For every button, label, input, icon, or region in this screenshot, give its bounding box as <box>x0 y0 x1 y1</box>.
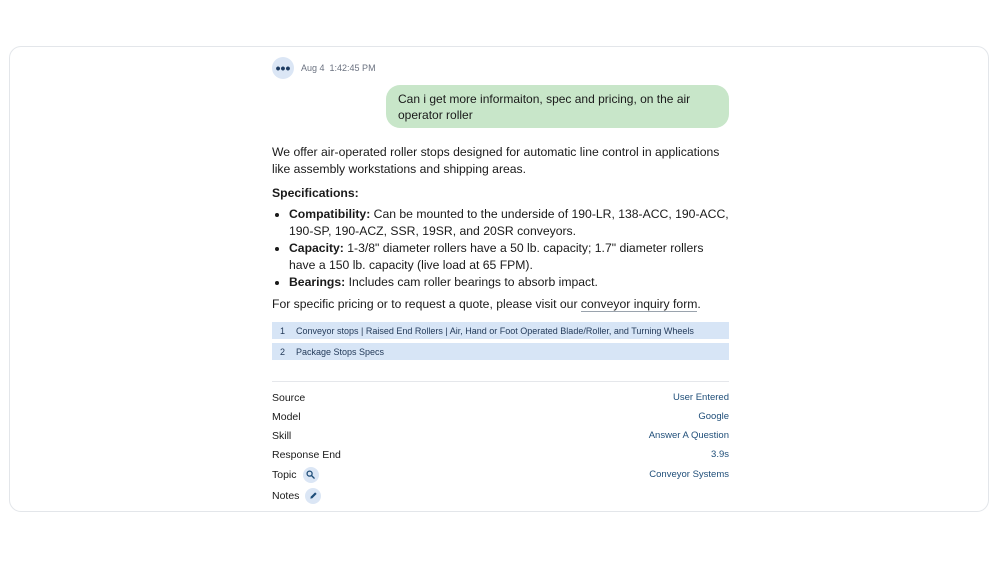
detail-value-model: Google <box>698 411 729 422</box>
closing-period: . <box>697 297 701 311</box>
detail-row-model <box>272 407 729 426</box>
conveyor-inquiry-form-link[interactable]: conveyor inquiry form <box>580 297 698 311</box>
search-icon <box>306 470 315 479</box>
spec-text: Can be mounted to the underside of 190-LR, 138-ACC, 190-ACC, 190-SP, 190-ACZ, SSR, 19SR, and 20SR conveyors. <box>289 207 729 238</box>
source-title: Conveyor stops | Raised End Rollers | Air, Hand or Foot Operated Blade/Roller, and Turning Wheels <box>296 325 694 336</box>
detail-row-response-end <box>272 445 729 464</box>
detail-label: Skill <box>272 429 292 442</box>
user-message-bubble: Can i get more informaiton, spec and pricing, on the air operator roller <box>386 85 729 128</box>
topic-search-button[interactable] <box>303 467 319 483</box>
pencil-icon <box>309 491 318 500</box>
spec-item <box>289 240 730 274</box>
more-dots-icon: ••• <box>275 60 291 76</box>
detail-value-skill: Answer A Question <box>648 430 729 441</box>
detail-label-notes <box>272 488 321 504</box>
detail-label-topic <box>272 467 319 483</box>
detail-value-source: User Entered <box>673 392 729 403</box>
detail-label: Model <box>272 410 301 423</box>
detail-value-response-end: 3.9s <box>711 449 729 460</box>
message-meta <box>272 57 376 79</box>
source-number: 1 <box>280 325 286 336</box>
assistant-answer <box>272 144 730 313</box>
chat-message-card <box>9 46 989 512</box>
closing-text: For specific pricing or to request a quote, please visit our <box>272 297 581 311</box>
edit-notes-button[interactable] <box>305 488 321 504</box>
source-citation-1[interactable] <box>272 322 729 339</box>
spec-label: Bearings: <box>289 275 346 289</box>
detail-label: Response End <box>272 448 341 461</box>
spec-label: Capacity: <box>289 241 344 255</box>
source-number: 2 <box>280 346 286 357</box>
detail-label: Topic <box>272 468 297 481</box>
detail-label: Notes <box>272 489 300 502</box>
spec-item <box>289 274 730 291</box>
spec-text: Includes cam roller bearings to absorb impact. <box>345 275 598 289</box>
details-divider <box>272 381 729 382</box>
spec-label: Compatibility: <box>289 207 371 221</box>
detail-value-topic[interactable]: Conveyor Systems <box>649 469 729 480</box>
answer-intro: We offer air-operated roller stops designed for automatic line control in applications like assembly workstations and shipping areas. <box>272 145 720 176</box>
message-time: 1:42:45 PM <box>329 63 376 73</box>
detail-row-skill <box>272 426 729 445</box>
spec-list <box>272 206 730 291</box>
detail-row-source <box>272 388 729 407</box>
more-options-button[interactable] <box>272 57 294 79</box>
specifications-heading: Specifications: <box>272 186 359 200</box>
answer-closing <box>272 296 730 313</box>
spec-text: 1-3/8" diameter rollers have a 50 lb. capacity; 1.7" diameter rollers have a 150 lb. capacity (live load at 65 FPM). <box>289 241 704 272</box>
source-citation-2[interactable] <box>272 343 729 360</box>
message-date: Aug 4 <box>301 63 325 73</box>
detail-row-notes <box>272 485 729 506</box>
response-details <box>272 388 729 506</box>
detail-label: Source <box>272 391 306 404</box>
detail-row-topic <box>272 464 729 485</box>
source-title: Package Stops Specs <box>296 346 385 357</box>
spec-item <box>289 206 730 240</box>
